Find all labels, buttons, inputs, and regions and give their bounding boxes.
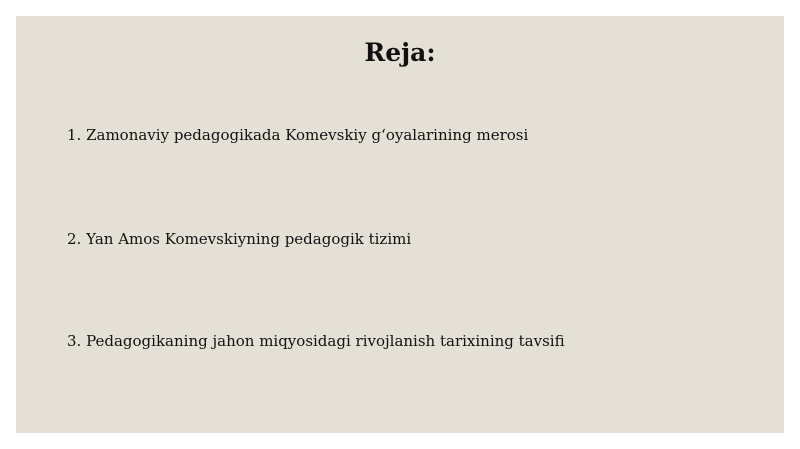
plan-item-2: 2. Yan Amos Komevskiyning pedagogik tizimi xyxy=(67,230,412,248)
plan-item-1: 1. Zamonaviy pedagogikada Komevskiy g‘oyalarining merosi xyxy=(67,126,529,144)
slide xyxy=(16,16,784,433)
slide-title: Reja: xyxy=(364,38,436,67)
plan-item-3: 3. Pedagogikaning jahon miqyosidagi rivojlanish tarixining tavsifi xyxy=(67,332,565,350)
